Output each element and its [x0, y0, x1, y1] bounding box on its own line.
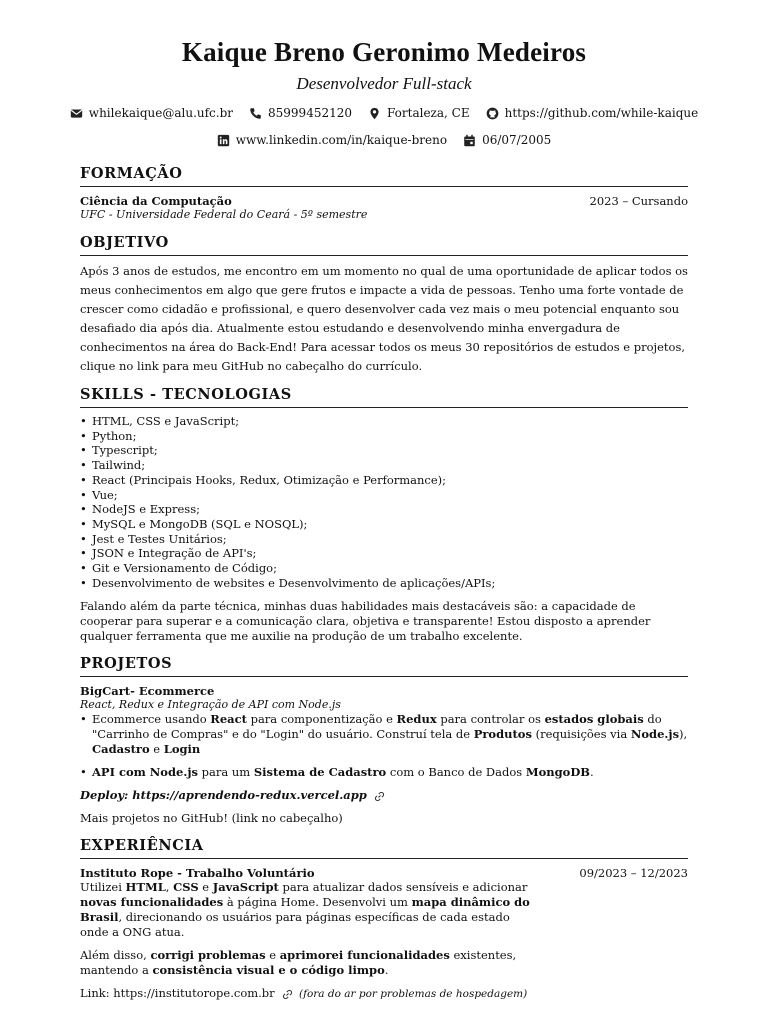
education-row	[80, 194, 688, 208]
link-note: (fora do ar por problemas de hospedagem)	[298, 988, 528, 1001]
phone-icon	[249, 107, 262, 120]
candidate-role: Desenvolvedor Full-stack	[296, 74, 472, 93]
course-name: Ciência da Computação	[80, 194, 232, 208]
project-stack: React, Redux e Integração de API com Node.js	[80, 698, 341, 712]
list-item: • Typescript;	[80, 443, 688, 458]
list-item: • Vue;	[80, 488, 688, 503]
experience-paragraph-2: Além disso, corrigi problemas e aprimorei funcionalidades existentes, mantendo a consistência visual e o código limpo.	[80, 948, 517, 978]
course-period: 2023 – Cursando	[589, 194, 688, 208]
envelope-icon	[70, 107, 83, 120]
section-title-experiencia: EXPERIÊNCIA	[80, 837, 688, 859]
contact-row-2	[80, 131, 688, 149]
list-item: • NodeJS e Express;	[80, 502, 688, 517]
list-item: • Jest e Testes Unitários;	[80, 532, 688, 547]
list-item: • MySQL e MongoDB (SQL e NOSQL);	[80, 517, 688, 532]
contact-github[interactable]	[486, 106, 699, 120]
contact-birthdate	[463, 133, 551, 147]
contact-row-1	[80, 104, 699, 122]
list-item: • React (Principais Hooks, Redux, Otimização e Performance);	[80, 473, 688, 488]
soft-skills-text: Falando além da parte técnica, minhas duas habilidades mais destacáveis são: a capacidade de cooperar para superar e a comunicação clara, objetiva e transparente! Estou disposto a aprender qualquer ferramenta que me auxilie na produção de um trabalho excelente.	[80, 599, 651, 644]
institution-name: UFC - Universidade Federal do Ceará - 5º semestre	[80, 208, 368, 221]
section-title-projetos: PROJETOS	[80, 655, 688, 677]
section-title-formacao: FORMAÇÃO	[80, 165, 688, 187]
experience-period: 09/2023 – 12/2023	[579, 866, 688, 881]
contact-linkedin[interactable]	[217, 133, 447, 147]
link-icon	[282, 989, 293, 1000]
github-icon	[486, 107, 499, 120]
objective-text: Após 3 anos de estudos, me encontro em um momento no qual de uma oportunidade de aplicar todos os meus conhecimentos em algo que gere frutos e impacte a vida de pessoas. Tenho uma forte vontade de crescer como cidadão e profissional, e quero desenvolver cada vez mais o meu potencial enquanto sou desafiado dia após dia. Atualmente estou estudando e desenvolvendo minha envergadura de conhecimentos na área do Back-End! Para acessar todos os meus 30 repositórios de estudos e projetos, clique no link para meu GitHub no cabeçalho do currículo.	[80, 264, 688, 373]
list-item: • Python;	[80, 429, 688, 444]
experience-org: Instituto Rope - Trabalho Voluntário	[80, 866, 315, 881]
skills-list	[80, 414, 688, 590]
institute-link[interactable]: https://institutorope.com.br	[113, 986, 275, 1001]
location-text: Fortaleza, CE	[387, 106, 470, 120]
email-text: whilekaique@alu.ufc.br	[88, 106, 234, 120]
list-item: • Git e Versionamento de Código;	[80, 561, 688, 576]
experience-link-row	[80, 986, 688, 1002]
section-title-objetivo: OBJETIVO	[80, 234, 688, 256]
list-item: • Tailwind;	[80, 458, 688, 473]
link-icon	[374, 791, 385, 802]
experience-paragraph-1: Utilizei HTML, CSS e JavaScript para atualizar dados sensíveis e adicionar novas funcionalidades à página Home. Desenvolvi um mapa dinâmico do Brasil, direcionando os usuários para páginas específicas de cada estado onde a ONG atua.	[80, 880, 530, 940]
map-pin-icon	[368, 107, 381, 120]
birthdate-text: 06/07/2005	[482, 133, 552, 147]
candidate-name: Kaique Breno Geronimo Medeiros	[181, 37, 587, 67]
deploy-link[interactable]: Deploy: https://aprendendo-redux.vercel.app	[80, 788, 367, 803]
list-item: • HTML, CSS e JavaScript;	[80, 414, 688, 429]
list-item: • API com Node.js para um Sistema de Cadastro com o Banco de Dados MongoDB.	[80, 765, 688, 780]
calendar-icon	[463, 134, 476, 147]
section-objetivo	[80, 234, 688, 376]
linkedin-text: www.linkedin.com/in/kaique-breno	[235, 133, 448, 147]
contact-email[interactable]	[70, 106, 233, 120]
phone-text: 85999452120	[268, 106, 352, 120]
github-text: https://github.com/while-kaique	[504, 106, 699, 120]
contact-phone[interactable]	[249, 106, 352, 120]
list-item: • Ecommerce usando React para componentização e Redux para controlar os estados globais do "Carrinho de Compras" e do "Login" do usuário. Construí tela de Produtos (requisições via Node.js), Cadastro e Login	[80, 712, 688, 757]
more-projects-text: Mais projetos no GitHub! (link no cabeçalho)	[80, 811, 343, 826]
project-bullets	[80, 712, 688, 780]
linkedin-icon	[217, 134, 230, 147]
list-item: • JSON e Integração de API's;	[80, 546, 688, 561]
section-projetos	[80, 655, 688, 826]
contact-location	[368, 106, 470, 120]
section-formacao	[80, 165, 688, 222]
experience-row	[80, 866, 688, 880]
list-item: • Desenvolvimento de websites e Desenvolvimento de aplicações/APIs;	[80, 576, 688, 591]
project-name: BigCart- Ecommerce	[80, 684, 215, 699]
section-experiencia	[80, 837, 688, 1002]
deploy-row[interactable]	[80, 788, 688, 803]
link-label: Link:	[80, 986, 114, 1001]
section-skills	[80, 386, 688, 644]
section-title-skills: SKILLS - TECNOLOGIAS	[80, 386, 688, 408]
